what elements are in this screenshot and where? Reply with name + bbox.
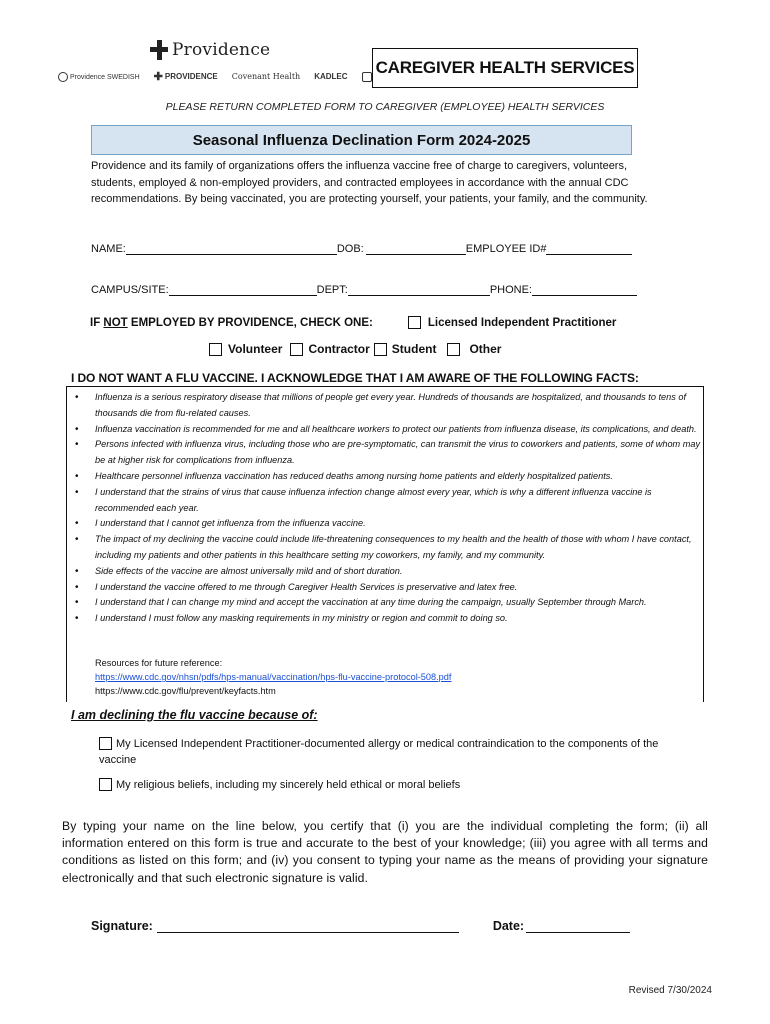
resources-label: Resources for future reference:: [95, 658, 223, 668]
providence-sub-logo: ✚ PROVIDENCE: [153, 70, 218, 83]
other-label: Other: [469, 342, 502, 356]
volunteer-label: Volunteer: [228, 342, 283, 356]
name-field[interactable]: [126, 243, 337, 255]
cdc-keyfacts-link[interactable]: https://www.cdc.gov/flu/prevent/keyfacts.htm: [95, 686, 276, 696]
fact-item: • I understand that the strains of virus that cause influenza infection change almost every year, which is why a different influenza vaccine is recommended each year.: [67, 485, 701, 517]
contractor-checkbox[interactable]: [290, 343, 303, 356]
fact-item: • Influenza vaccination is recommended for me and all healthcare workers to protect our patients from influenza disease, its complications, and death.: [67, 422, 701, 438]
form-title: Seasonal Influenza Declination Form 2024-2025: [91, 125, 632, 155]
medical-reason-label: My Licensed Independent Practitioner-documented allergy or medical contraindication to the components of the vaccine: [99, 738, 659, 766]
other-checkbox[interactable]: [447, 343, 460, 356]
not-employed-row: [90, 316, 616, 329]
dob-label: DOB:: [336, 243, 364, 255]
fact-item: • I understand I must follow any masking requirements in my ministry or region and commit to doing so.: [67, 611, 701, 627]
name-label: NAME:: [91, 243, 126, 255]
signature-field[interactable]: [157, 920, 459, 933]
fact-item: • I understand the vaccine offered to me through Caregiver Health Services is preservative and latex free.: [67, 580, 701, 596]
medical-reason-checkbox[interactable]: [99, 737, 112, 750]
return-instructions: PLEASE RETURN COMPLETED FORM TO CAREGIVER (EMPLOYEE) HEALTH SERVICES: [165, 101, 605, 113]
acknowledgement-heading: I DO NOT WANT A FLU VACCINE. I ACKNOWLEDGE THAT I AM AWARE OF THE FOLLOWING FACTS:: [71, 371, 639, 385]
student-checkbox[interactable]: [374, 343, 387, 356]
employee-id-label: EMPLOYEE ID#: [465, 243, 547, 255]
location-info-row: [91, 284, 637, 296]
reason-medical: [99, 736, 689, 768]
swedish-logo: Providence SWEDISH: [58, 72, 140, 82]
facts-box: [66, 386, 704, 702]
kadlec-logo: KADLEC: [314, 72, 348, 81]
caregiver-health-services-title: CAREGIVER HEALTH SERVICES: [372, 48, 638, 88]
organization-logos: [58, 40, 358, 95]
fact-item: • I understand that I can change my mind and accept the vaccination at any time during the campaign, usually September through March.: [67, 595, 701, 611]
student-label: Student: [391, 342, 437, 356]
date-field[interactable]: [526, 920, 630, 933]
pmc-emblem-icon: [362, 72, 372, 82]
volunteer-checkbox[interactable]: [209, 343, 222, 356]
affiliate-logos: [58, 72, 374, 82]
not-employed-label: IF NOT EMPLOYED BY PROVIDENCE, CHECK ONE:: [90, 316, 373, 329]
swedish-emblem-icon: [58, 72, 68, 82]
date-label: Date:: [492, 919, 525, 933]
cdc-protocol-link[interactable]: https://www.cdc.gov/nhsn/pdfs/hps-manual/vaccination/hps-flu-vaccine-protocol-508.pdf: [95, 672, 452, 682]
lip-label: Licensed Independent Practitioner: [427, 316, 617, 329]
signature-row: [91, 919, 630, 933]
fact-item: • Persons infected with influenza virus, including those who are pre-symptomatic, can transmit the virus to coworkers and patients, some of whom may be at higher risk for complications from influenza.: [67, 437, 701, 469]
dob-field[interactable]: [366, 243, 466, 255]
facts-list: [67, 390, 701, 627]
personal-info-row: [91, 243, 632, 255]
campus-field[interactable]: [169, 284, 317, 296]
fact-item: • Influenza is a serious respiratory disease that millions of people get every year. Hundreds of thousands are hospitalized, and thousands to tens of thousands die from flu-related causes.: [67, 390, 701, 422]
providence-logo: [150, 40, 270, 60]
fact-item: • Side effects of the vaccine are almost universally mild and of short duration.: [67, 564, 701, 580]
certification-paragraph: By typing your name on the line below, you certify that (i) you are the individual completing the form; (ii) all information entered on this form is true and accurate to the best of your knowledge; (iii) you agree with all terms and conditions as listed on this form; and (iv) you consent to typing your name as the means of providing your signature electronically and that such electronic signature is valid.: [62, 819, 708, 885]
signature-label: Signature:: [91, 919, 153, 933]
providence-cross-icon: [150, 40, 168, 60]
contractor-label: Contractor: [308, 342, 370, 356]
resources-block: [95, 656, 451, 698]
covenant-health-logo: Covenant Health: [231, 72, 301, 81]
lip-checkbox[interactable]: [408, 316, 421, 329]
religious-reason-checkbox[interactable]: [99, 778, 112, 791]
phone-label: PHONE:: [489, 284, 532, 296]
dept-label: DEPT:: [316, 284, 348, 296]
providence-logo-text: Providence: [172, 40, 271, 60]
fact-item: • I understand that I cannot get influenza from the influenza vaccine.: [67, 516, 701, 532]
intro-paragraph: Providence and its family of organizations offers the influenza vaccine free of charge to caregivers, volunteers, students, employed & non-employed providers, and contracted employees in accordance with the annual CDC recommendations. By being vaccinated, you are protecting yourself, your patients, your family, and the community.: [91, 160, 648, 205]
campus-label: CAMPUS/SITE:: [91, 284, 169, 296]
fact-item: • The impact of my declining the vaccine could include life-threatening consequences to my health and the health of those with whom I have contact, including my patients and other patients in this healthcare setting my coworkers, my family, and my community.: [67, 532, 701, 564]
phone-field[interactable]: [532, 284, 637, 296]
revision-date: Revised 7/30/2024: [628, 985, 712, 996]
employee-id-field[interactable]: [546, 243, 632, 255]
declining-heading: I am declining the flu vaccine because of:: [71, 708, 318, 722]
religious-reason-label: My religious beliefs, including my sincerely held ethical or moral beliefs: [116, 779, 461, 791]
reason-religious: [99, 777, 689, 793]
providence-plus-icon: ✚: [153, 70, 163, 83]
role-options-row: [209, 342, 501, 356]
dept-field[interactable]: [348, 284, 490, 296]
fact-item: • Healthcare personnel influenza vaccination has reduced deaths among nursing home patients and elderly hospitalized patients.: [67, 469, 701, 485]
